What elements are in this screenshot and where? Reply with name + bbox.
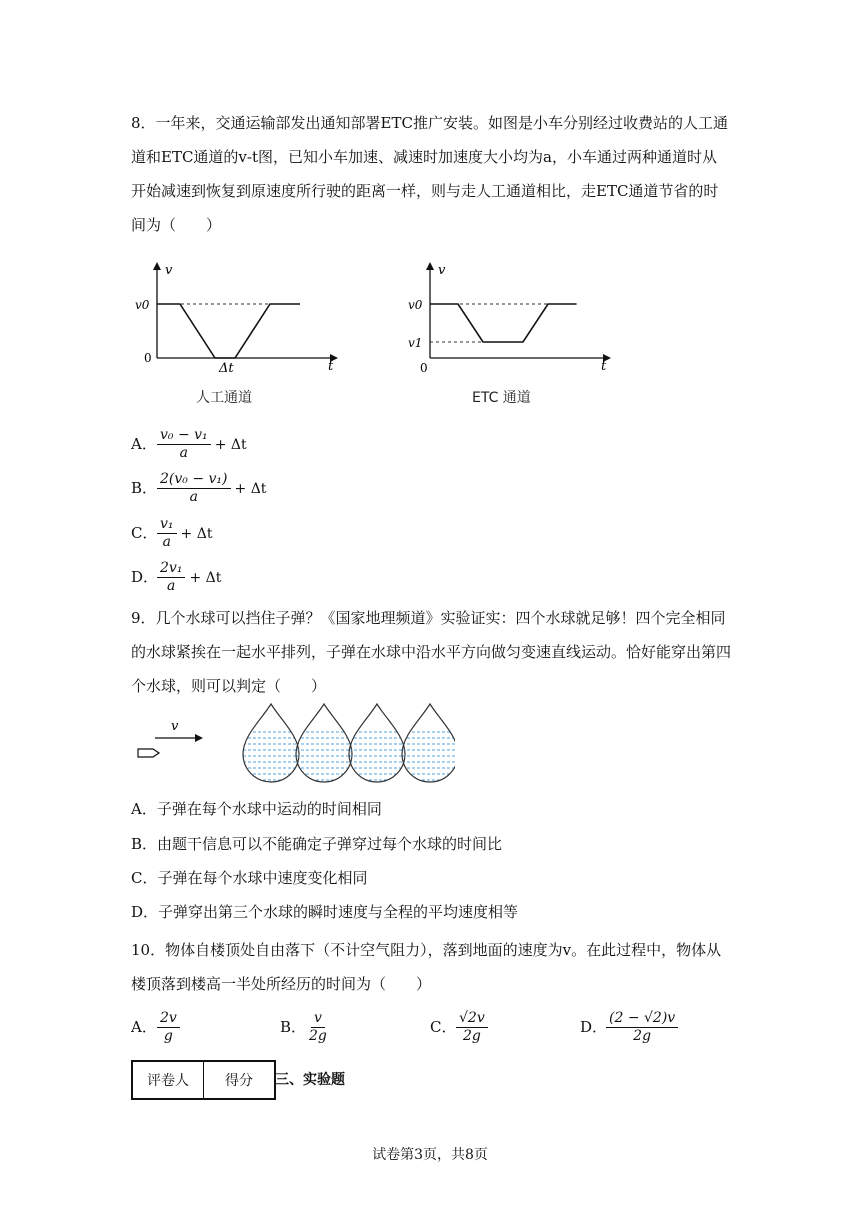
- water-ball-1: [243, 704, 299, 782]
- q10-text: 10．物体自楼顶处自由落下（不计空气阻力），落到地面的速度为v。在此过程中，物体从楼顶落到楼高一半处所经历的时间为（ ）: [131, 941, 722, 993]
- q9-option-a: A．子弹在每个水球中运动的时间相同: [131, 800, 382, 818]
- graph-left-v0: v0: [135, 298, 150, 312]
- water-ball-3: [349, 704, 405, 782]
- velocity-label: v: [171, 719, 179, 734]
- graph-left-caption: 人工通道: [196, 390, 252, 406]
- grader-cell: 评卷人: [147, 1073, 189, 1089]
- graph-left-y-label: v: [165, 263, 173, 278]
- graph-right-y-label: v: [438, 263, 446, 278]
- graph-right-v0: v0: [408, 298, 423, 312]
- graph-right-origin: 0: [420, 361, 428, 375]
- graph-left-x-label: t: [328, 359, 334, 374]
- water-ball-4: [402, 704, 455, 782]
- q9-option-c: C．子弹在每个水球中速度变化相同: [131, 869, 368, 887]
- q8-option-a: A． $\frac{\text{v₀ − v₁}}{a}$ + Δt: [131, 427, 247, 461]
- q10-option-d: D． $\frac{(2 - √2)v}{2g}$: [580, 1010, 680, 1045]
- graph-left-dt: Δt: [219, 361, 234, 376]
- q9-option-b: B．由题干信息可以不能确定子弹穿过每个水球的时间比: [131, 835, 503, 853]
- q10-option-b: B． $\frac{v}{2g}$: [280, 1010, 327, 1044]
- bullet-icon: [138, 749, 159, 757]
- water-ball-2: [296, 704, 352, 782]
- bullet-water-balls-figure: [135, 702, 455, 790]
- q10-option-c: C． $\frac{√2v}{2g}$: [430, 1010, 490, 1045]
- q8-option-c: C． $\frac{\text{v₁}}{a}$ + Δt: [131, 516, 213, 550]
- q8-option-d: D． $\frac{\text{2v₁}}{a}$ + Δt: [131, 560, 222, 594]
- q8-option-b: B． $\frac{\text{2(v₀ − v₁)}}{a}$ + Δt: [131, 471, 267, 505]
- q8-text: 8．一年来，交通运输部发出通知部署ETC推广安装。如图是小车分别经过收费站的人工通道和ETC通道的v-t图，已知小车加速、减速时加速度大小均为a，小车通过两种通道时从开始减速到恢复到原速度所行驶的距离一样，则与走人工通道相比，走ETC通道节省的时间为（ ）: [131, 114, 728, 234]
- vt-graph-manual: [135, 258, 345, 408]
- graph-left-origin: 0: [144, 351, 152, 365]
- page-footer: 试卷第3页，共8页: [372, 1147, 488, 1163]
- graph-right-caption: ETC 通道: [472, 390, 531, 406]
- q9-option-d: D．子弹穿出第三个水球的瞬时速度与全程的平均速度相等: [131, 903, 519, 921]
- graph-right-v1: v1: [408, 336, 423, 350]
- section-title: 三、实验题: [275, 1072, 345, 1088]
- q9-text: 9．几个水球可以挡住子弹？《国家地理频道》实验证实：四个水球就足够！四个完全相同的水球紧挨在一起水平排列，子弹在水球中沿水平方向做匀变速直线运动。恰好能穿出第四个水球，则可以判定（ ）: [131, 609, 732, 695]
- graph-right-x-label: t: [601, 359, 607, 374]
- score-table: [131, 1060, 276, 1100]
- vt-graph-etc: [408, 258, 618, 408]
- score-cell: 得分: [203, 1062, 274, 1098]
- q10-option-a: A． $\frac{2v}{g}$: [131, 1010, 182, 1045]
